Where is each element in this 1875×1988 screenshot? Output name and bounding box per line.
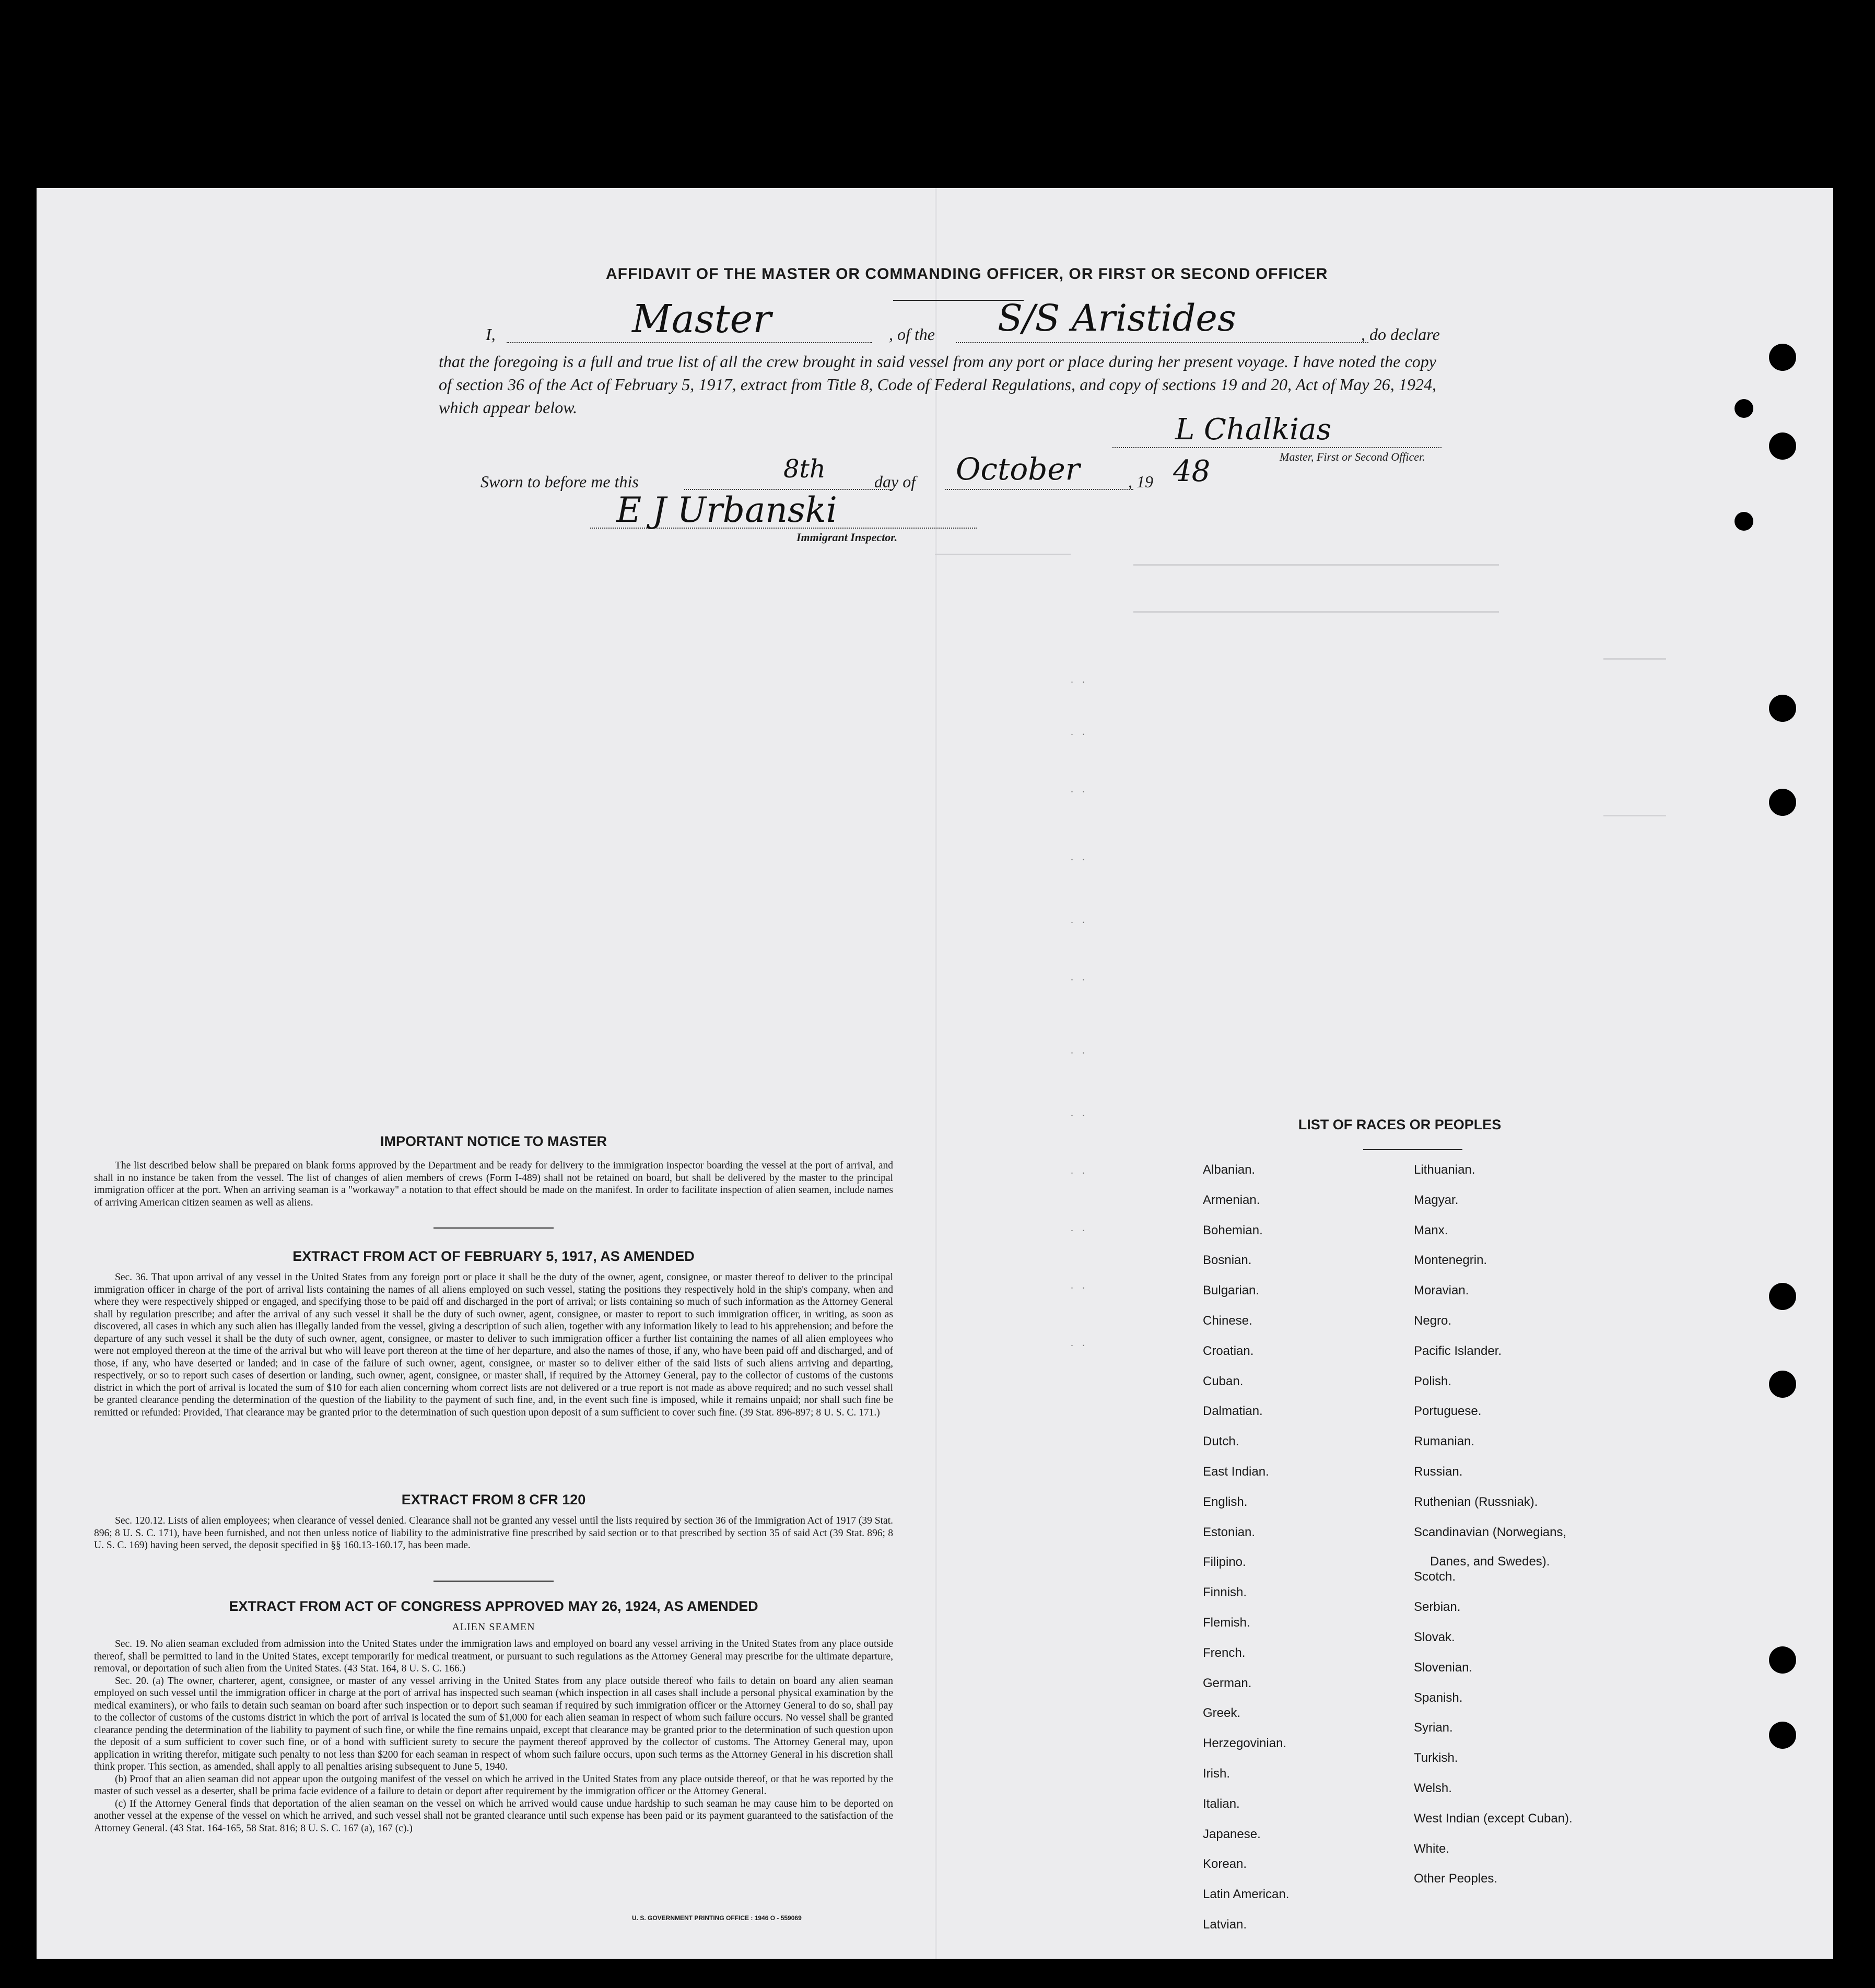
notice-body: The list described below shall be prepared on blank forms approved by the Department and be ready for delivery to the immigration inspector boarding the vessel at the port of arrival, and shall in no instance be taken from the vessel. The list of changes of alien members of crews (Form I-489) shall not be retained on board, but shall be delivered by the master to the principal immigration officer at the port. When an arriving seaman is a "workaway" a notation to that effect should be made on the manifest. In order to facilitate inspection of alien seamen, include names of arriving American citizen seamen as well as aliens. (94, 1160, 893, 1208)
punch-hole (1735, 512, 1753, 531)
punch-hole (1769, 432, 1796, 460)
race-item: Montenegrin. (1414, 1253, 1487, 1268)
race-item: Finnish. (1203, 1585, 1247, 1600)
race-item: Turkish. (1414, 1751, 1458, 1765)
race-item: Albanian. (1203, 1163, 1256, 1177)
master-caption: Master, First or Second Officer. (1280, 450, 1425, 463)
race-item: Slovak. (1414, 1630, 1455, 1644)
race-item: Korean. (1203, 1857, 1247, 1872)
race-item: Ruthenian (Russniak). (1414, 1494, 1538, 1509)
extract-1917-body: Sec. 36. That upon arrival of any vessel in the United States from any foreign port or place it shall be the duty of the owner, agent, consignee, or master thereof to deliver to the principal immigration officer in charge of the port of arrival lists containing the names of all aliens employed on such vessel, stating the positions they respectively hold in the ship's company, when and where they were respectively shipped or engaged, and specifying those to be paid off and discharged in the port of arrival; or lists containing so much of such information as the Attorney General shall by regulation prescribe; and after the arrival of any such vessel it shall be the duty of such owner, agent, consignee, or master to report to such immigration officer, in writing, as soon as discovered, all cases in which any such alien has illegally landed from the vessel, giving a description of such alien, together with any information likely to lead to his apprehension; and before the departure of any such vessel it shall be the duty of such owner, agent, consignee, or master to deliver to such immigration officer a further list containing the names of all alien employees who were not employed thereon at the time of the arrival but who will leave port thereon at the time of her departure, and also the names of those, if any, who have been paid off and discharged, and of those, if any, who have deserted or landed; and in case of the failure of such owner, agent, consignee, or master so to deliver either of the said lists of such aliens arriving and departing, respectively, or so to report such cases of desertion or landing, such owner, agent, consignee, or master shall, if required by the Attorney General, pay to the collector of customs of the customs district in which the port of arrival is located the sum of $10 for each alien concerning whom correct lists are not delivered or a true report is not made as above required; and no such vessel shall be granted clearance pending the determination of the question of the liability to the payment of such fine, and, in the event such fine is imposed, while it remains unpaid; nor shall such fine be remitted or refunded: Provided, That clearance may be granted prior to the determination of such question upon deposit of a sum sufficient to cover such fine. (39 Stat. 896-897; 8 U. S. C. 171.) (94, 1272, 893, 1418)
race-item: Filipino. (1203, 1555, 1246, 1570)
affidavit-title: AFFIDAVIT OF THE MASTER OR COMMANDING OFFICER, OR FIRST OR SECOND OFFICER (606, 265, 1328, 283)
punch-hole (1769, 1646, 1796, 1674)
section-rule (433, 1227, 554, 1229)
month-line (945, 489, 1133, 490)
notice-title: IMPORTANT NOTICE TO MASTER (380, 1133, 607, 1149)
race-item: Armenian. (1203, 1192, 1260, 1207)
race-item: Scotch. (1414, 1570, 1456, 1584)
extract-1924-p4: (c) If the Attorney General finds that deportation of the alien seaman on the vessel on which he arrived would cause undue hardship to such seaman he may cause him to be deported on another vessel at the expense of the vessel on which he arrived, and such vessel shall not be granted clearance until such expense has been paid or its payment guaranteed to the satisfaction of the Attorney General. (43 Stat. 164-165, 58 Stat. 816; 8 U. S. C. 167 (a), 167 (c).) (94, 1798, 893, 1834)
race-item: West Indian (except Cuban). (1414, 1811, 1573, 1826)
punch-hole (1769, 1371, 1796, 1398)
extract-1924-body (94, 1638, 893, 1834)
extract-1924-title: EXTRACT FROM ACT OF CONGRESS APPROVED MAY 26, 1924, AS AMENDED (229, 1598, 758, 1614)
race-item: Portuguese. (1414, 1404, 1482, 1419)
race-item: Serbian. (1414, 1600, 1461, 1615)
race-item: Estonian. (1203, 1525, 1256, 1539)
race-item: Moravian. (1414, 1283, 1469, 1298)
document-page: . . . . . . . . . . . . . . . . . . . . . . . . AFFIDAVIT OF THE MASTER OR COMMANDING OFFICER, OR FIRST OR SECOND OFFICER I, Master , of the S/S Aristides , do declare that the foregoing is a full and true list of all the crew brought in said vessel from any port or place during her present voyage. I have noted the copy of section 36 of the Act of February 5, 1917, extract from Title 8, Code of Federal Regulations, and copy of sections 19 and 20, Act of May 26, 1924, which appear below. L Chalkias Master, First or Second Officer. Sworn to before me this 8th day of October , 19 48 E J Urbanski Immigrant Inspector. IMPORTANT NOTICE TO MASTER The list described below shall be prepared on blank forms approved by the Department and be ready for delivery to the immigration inspector boarding the vessel at the port of arrival, and shall in no instance be taken from the vessel. The list of changes of alien members of crews (Form I-489) shall not be retained on board, but shall be delivered by the master to the principal immigration officer at the port. When an arriving seaman is a "workaway" a notation to that effect should be made on the manifest. In order to facilitate inspection of alien seamen, include names of arriving American citizen seamen as well as aliens. EXTRACT FROM ACT OF FEBRUARY 5, 1917, AS AMENDED Sec. 36. That upon arrival of any vessel in the United States from any foreign port or place it shall be the duty of the owner, agent, consignee, or master thereof to deliver to the principal immigration officer in charge of the port of arrival lists containing the names of all aliens employed on such vessel, stating the positions they respectively hold in the ship's company, when and where they were respectively shipped or engaged, and specifying those to be paid off and discharged in the port of arrival; or lists containing so much of such information as the Attorney General shall by regulation prescribe; and after the arrival of any such vessel it shall be the duty of such owner, agent, consignee, or master to report to such immigration officer, in writing, as soon as discovered, all cases in which any such alien has illegally landed from the vessel, giving a description of such alien, together with any information likely to lead to his apprehension; and before the departure of any such vessel it shall be the duty of such owner, agent, consignee, or master to deliver to such immigration officer a further list containing the names of all alien employees who were not employed thereon at the time of the arrival but who will leave port thereon at the time of her departure, and also the names of those, if any, who have been paid off and discharged, and of those, if any, who have deserted or landed; and in case of the failure of such owner, agent, consignee, or master so to deliver either of the said lists of such aliens arriving and departing, respectively, or so to report such cases of desertion or landing, such owner, agent, consignee, or master shall, if required by the Attorney General, pay to the collector of customs of the customs district in which the port of arrival is located the sum of $10 for each alien concerning whom correct lists are not delivered or a true report is not made as above required; and no such vessel shall be granted clearance pending the determination of the question of the liability to the payment of such fine, and, in the event such fine is imposed, while it remains unpaid; nor shall such fine be remitted or refunded: Provided, That clearance may be granted prior to the determination of such question upon deposit of a sum sufficient to cover such fine. (39 Stat. 896-897; 8 U. S. C. 171.) EXTRACT FROM 8 CFR 120 Sec. 120.12. Lists of alien employees; when clearance of vessel denied. Clearance shall not be granted any vessel until the lists required by section 36 of the Immigration Act of 1917 (39 Stat. 896; 8 U. S. C. 171), have been furnished, and not then unless notice of liability to the administrative fine prescribed by said section or to that prescribed by section 35 of said Act (39 Stat. 896; 8 U. S. C. 169) having been served, the deposit specified in §§ 160.13-160.17, has been made. EXTRACT FROM ACT OF CONGRESS APPROVED MAY 26, 1924, AS AMENDED ALIEN SEAMEN Sec. 19. No alien seaman excluded from admission into the United States under the immigration laws and employed on board any vessel arriving in the United States from any place outside thereof, shall be permitted to land in the United States, except temporarily for medical treatment, or pursuant to such regulations as the Attorney General may prescribe for the ultimate departure, removal, or deportation of such alien from the United States. (43 Stat. 164, 8 U. S. C. 166.) Sec. 20. (a) The owner, charterer, agent, consignee, or master of any vessel arriving in the United States from any place outside thereof who fails to detain on board any alien seaman employed on such vessel until the immigration officer in charge at the port of arrival has inspected such seaman (which inspection in all cases shall include a personal physical examination by the medical examiners), or who fails to detain such seaman on board after such inspection or to deport such seaman if required by such immigration officer or the Attorney General to do so, shall pay to the collector of customs of the customs district in which the port of arrival is located the sum of $1,000 for each alien seaman in respect of whom such failure occurs. No vessel shall be granted clearance pending the determination of the liability to payment of such fine, or while the fine remains unpaid, except that clearance may be granted prior to the determination of such question upon the deposit of a sum sufficient to cover such fine, or of a bond with sufficient surety to secure the payment thereof approved by the collector of customs. The Attorney General may, upon application in writing therefor, mitigate such penalty to not less than $200 for each seaman in respect of whom such failure occurs, upon such terms as the Attorney General in his discretion shall think proper. This section, as amended, shall apply to all penalties arising subsequent to June 5, 1940. (b) Proof that an alien seaman did not appear upon the outgoing manifest of the vessel on which he arrived in the United States from any place outside thereof, or that he was reported by the master of such vessel as a deserter, shall be prima facie evidence of a failure to detain or deport after requirement by the immigration officer or the Attorney General. (c) If the Attorney General finds that deportation of the alien seaman on the vessel on which he arrived would cause undue hardship to such seaman he may cause him to be deported on another vessel at the expense of the vessel on which he arrived, and such vessel shall not be granted clearance until such expense has been paid or its payment guaranteed to the satisfaction of the Attorney General. (43 Stat. 164-165, 58 Stat. 816; 8 U. S. C. 167 (a), 167 (c).) U. S. GOVERNMENT PRINTING OFFICE : 1946 O - 559069 LIST OF RACES OR PEOPLES Albanian. Armenian. Bohemian. Bosnian. Bulgarian. Chinese. Croatian. Cuban. Dalmatian. Dutch. East Indian. English. Estonian. Filipino. Finnish. Flemish. French. German. Greek. Herzegovinian. Irish. Italian. Japanese. Korean. Latin American. Latvian. Lithuanian. Magyar. Manx. Montenegrin. Moravian. Negro. Pacific Islander. Polish. Portuguese. Rumanian. Russian. Ruthenian (Russniak). Scandinavian (Norwegians, Danes, and Swedes). Scotch. Serbian. Slovak. Slovenian. Spanish. Syrian. Turkish. Welsh. West Indian (except Cuban). White. Other Peoples. (37, 188, 1833, 1959)
punch-hole (1769, 695, 1796, 722)
handwritten-year: 48 (1173, 454, 1211, 488)
extract-1917-title: EXTRACT FROM ACT OF FEBRUARY 5, 1917, AS AMENDED (292, 1248, 695, 1264)
race-item: Cuban. (1203, 1374, 1244, 1388)
center-fold (935, 188, 937, 1959)
race-item: Other Peoples. (1414, 1872, 1498, 1886)
race-item: Scandinavian (Norwegians, (1414, 1525, 1567, 1539)
race-item: Greek. (1203, 1706, 1241, 1721)
race-item: Magyar. (1414, 1192, 1459, 1207)
race-item: Russian. (1414, 1465, 1463, 1479)
printing-office-footer: U. S. GOVERNMENT PRINTING OFFICE : 1946 O - 559069 (632, 1914, 802, 1922)
races-rule (1363, 1149, 1462, 1150)
race-item: Croatian. (1203, 1343, 1254, 1358)
punch-hole (1769, 1283, 1796, 1310)
punch-hole (1769, 789, 1796, 816)
race-item: German. (1203, 1676, 1252, 1690)
race-item: Polish. (1414, 1374, 1452, 1388)
race-item: White. (1414, 1841, 1450, 1856)
race-item: Italian. (1203, 1796, 1240, 1811)
extract-1924-p2: Sec. 20. (a) The owner, charterer, agent, consignee, or master of any vessel arriving in the United States from any place outside thereof who fails to detain on board any alien seaman employed on such vessel until the immigration officer in charge at the port of arrival has inspected such seaman (which inspection in all cases shall include a personal physical examination by the medical examiners), or who fails to detain such seaman on board after such inspection or to deport such seaman if required by such immigration officer or the Attorney General to do so, shall pay to the collector of customs of the customs district in which the port of arrival is located the sum of $1,000 for each alien seaman in respect of whom such failure occurs. No vessel shall be granted clearance pending the determination of the liability to payment of such fine, or while the fine remains unpaid, except that clearance may be granted prior to the determination of such question upon the deposit of a sum sufficient to cover such fine, or of a bond with sufficient surety to secure the payment thereof approved by the collector of customs. The Attorney General may, upon application in writing therefor, mitigate such penalty to not less than $200 for each seaman in respect of whom such failure occurs, upon such terms as the Attorney General in his discretion shall think proper. This section, as amended, shall apply to all penalties arising subsequent to June 5, 1940. (94, 1675, 893, 1772)
race-item: Lithuanian. (1414, 1163, 1475, 1177)
inspector-signature: E J Urbanski (616, 490, 837, 530)
race-item: Negro. (1414, 1314, 1452, 1328)
affidavit-of-the: , of the (889, 325, 935, 344)
master-signature-line (1112, 447, 1442, 448)
handwritten-day: 8th (783, 454, 826, 484)
race-item: Syrian. (1414, 1721, 1453, 1735)
section-rule (433, 1581, 554, 1582)
race-item: Latvian. (1203, 1917, 1247, 1932)
race-item: Irish. (1203, 1767, 1231, 1781)
sworn-label: Sworn to before me this (481, 472, 639, 491)
race-item: Manx. (1414, 1223, 1448, 1237)
affidavit-body: that the foregoing is a full and true list of all the crew brought in said vessel from any port or place during her present voyage. I have noted the copy of section 36 of the Act of February 5, 1917, extract from Title 8, Code of Federal Regulations, and copy of sections 19 and 20, Act of May 26, 1924, which appear below. (439, 352, 1436, 417)
race-item: Chinese. (1203, 1314, 1252, 1328)
master-signature: L Chalkias (1175, 413, 1332, 447)
race-item: Dalmatian. (1203, 1404, 1263, 1419)
punch-hole (1735, 399, 1753, 418)
extract-cfr-body: Sec. 120.12. Lists of alien employees; when clearance of vessel denied. Clearance shall not be granted any vessel until the lists required by section 36 of the Immigration Act of 1917 (39 Stat. 896; 8 U. S. C. 171), have been furnished, and not then unless notice of liability to the administrative fine prescribed by said section or to that prescribed by section 35 of said Act (39 Stat. 896; 8 U. S. C. 169) having been served, the deposit specified in §§ 160.13-160.17, has been made. (94, 1515, 893, 1551)
handwritten-rank: Master (632, 297, 771, 342)
vessel-line (956, 342, 1368, 343)
affidavit-i: I, (486, 325, 496, 344)
year-prefix: , 19 (1128, 472, 1153, 491)
rank-line (507, 342, 872, 343)
race-item: Latin American. (1203, 1887, 1290, 1902)
race-item: Dutch. (1203, 1434, 1239, 1449)
race-item: Rumanian. (1414, 1434, 1475, 1449)
race-item: Bosnian. (1203, 1253, 1252, 1268)
race-item: Flemish. (1203, 1616, 1250, 1630)
race-item: East Indian. (1203, 1465, 1269, 1479)
race-item: Spanish. (1414, 1690, 1463, 1705)
extract-1924-p1: Sec. 19. No alien seaman excluded from admission into the United States under the immigration laws and employed on board any vessel arriving in the United States from any place outside thereof, shall be permitted to land in the United States, except temporarily for medical treatment, or pursuant to such regulations as the Attorney General may prescribe for the ultimate departure, removal, or deportation of such alien from the United States. (43 Stat. 164, 8 U. S. C. 166.) (94, 1639, 893, 1674)
extract-1924-p3: (b) Proof that an alien seaman did not appear upon the outgoing manifest of the vessel on which he arrived in the United States from any place outside thereof, or that he was reported by the master of such vessel as a deserter, shall be prima facie evidence of a failure to detain or deport after requirement by the immigration officer or the Attorney General. (94, 1773, 893, 1797)
race-item: Bohemian. (1203, 1223, 1263, 1237)
extract-cfr-title: EXTRACT FROM 8 CFR 120 (401, 1492, 586, 1507)
race-item: Welsh. (1414, 1781, 1452, 1795)
race-item: French. (1203, 1645, 1246, 1660)
race-item: Bulgarian. (1203, 1283, 1260, 1298)
punch-hole (1769, 344, 1796, 371)
races-title: LIST OF RACES OR PEOPLES (1298, 1117, 1502, 1132)
day-of-label: day of (874, 472, 916, 491)
race-item: Slovenian. (1414, 1660, 1473, 1675)
race-item: Danes, and Swedes). (1430, 1554, 1550, 1569)
handwritten-month: October (956, 451, 1080, 487)
inspector-caption: Immigrant Inspector. (796, 531, 898, 544)
race-item: English. (1203, 1494, 1248, 1509)
race-item: Pacific Islander. (1414, 1343, 1502, 1358)
extract-1924-subtitle: ALIEN SEAMEN (452, 1621, 535, 1633)
handwritten-vessel: S/S Aristides (998, 297, 1236, 340)
race-item: Herzegovinian. (1203, 1736, 1287, 1751)
race-item: Japanese. (1203, 1827, 1261, 1841)
punch-hole (1769, 1722, 1796, 1749)
affidavit-do-declare: , do declare (1361, 325, 1440, 344)
